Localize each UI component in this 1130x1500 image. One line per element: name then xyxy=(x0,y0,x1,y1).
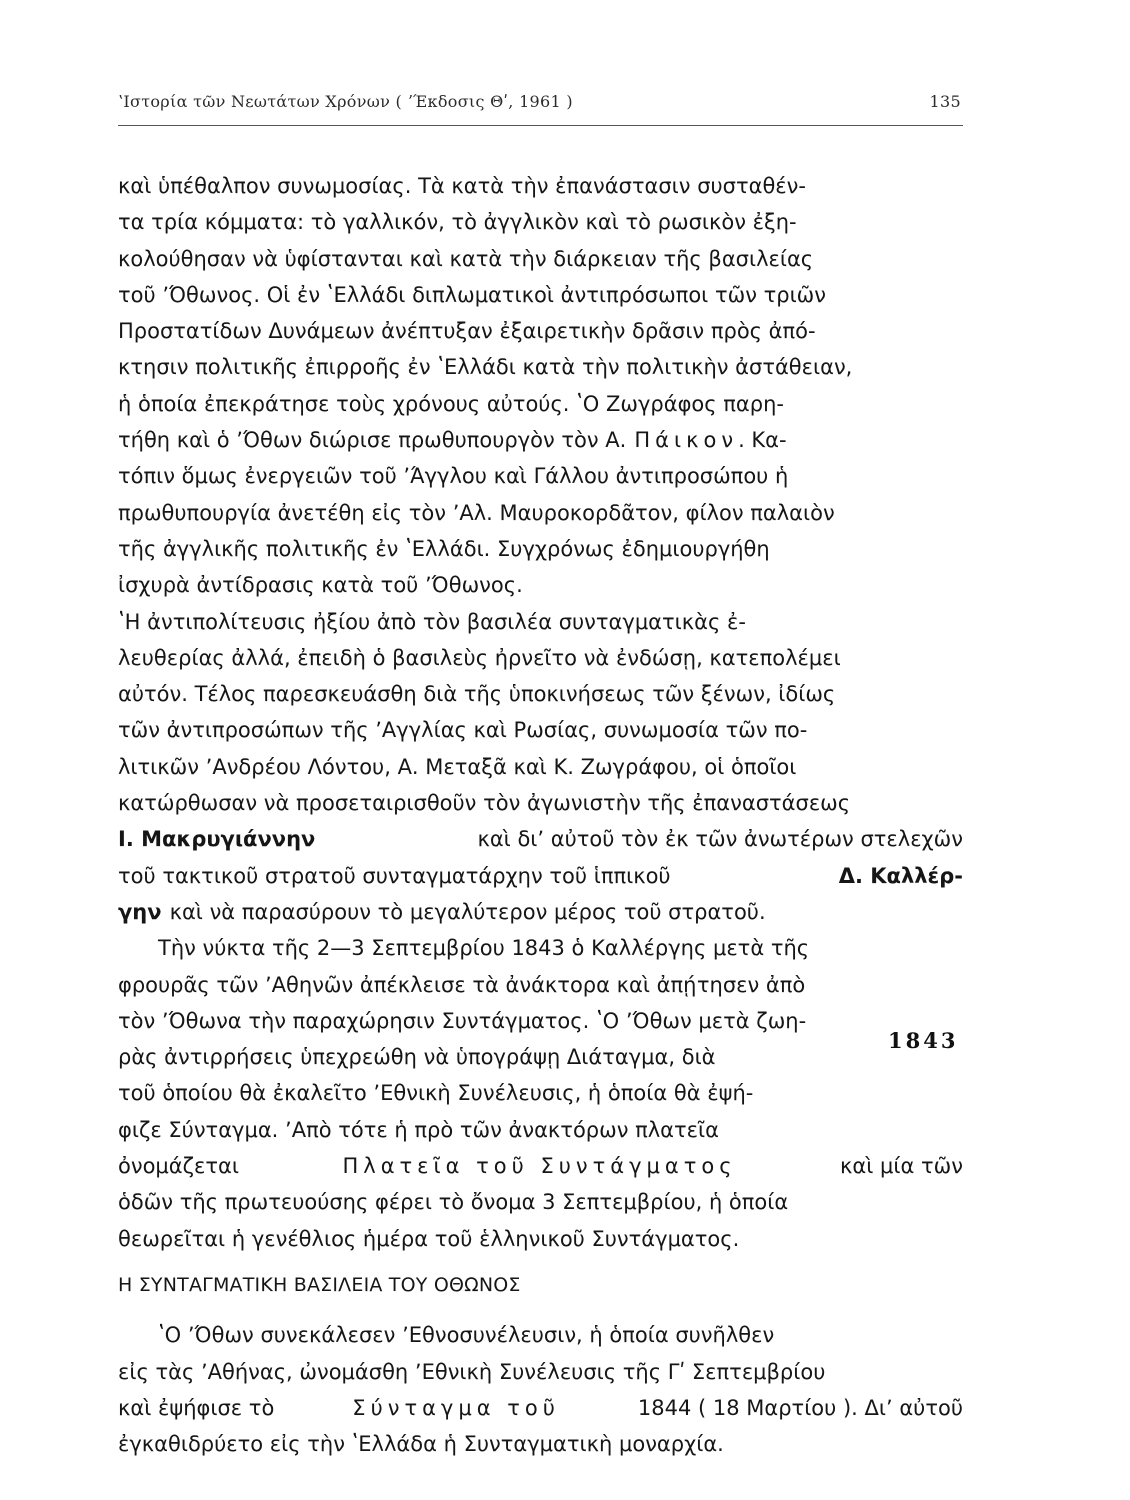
running-header xyxy=(118,88,963,116)
text-line xyxy=(118,1184,963,1220)
text-line xyxy=(118,821,963,857)
text-line xyxy=(118,349,963,385)
text-line xyxy=(118,1039,823,1075)
text-line xyxy=(118,930,963,966)
text-line xyxy=(118,785,963,821)
margin-year-note: 1843 xyxy=(888,1028,959,1053)
text-line xyxy=(118,1148,963,1184)
text: θεωρεῖται ἡ γενέθλιος ἡμέρα τοῦ ἑλληνικοῦ Συντάγματος. xyxy=(118,1226,740,1251)
spaced-term: Σύνταγμα τοῦ xyxy=(352,1395,560,1420)
text: καὶ νὰ παρασύρουν τὸ μεγαλύτερον μέρος τοῦ στρατοῦ. xyxy=(169,899,766,924)
paragraph-1 xyxy=(118,168,963,604)
text-line xyxy=(118,1317,963,1353)
text: τοῦ τακτικοῦ στρατοῦ συνταγματάρχην τοῦ ἱππικοῦ xyxy=(118,863,671,888)
text: ἰσχυρὰ ἀντίδρασις κατὰ τοῦ ʼΌθωνος. xyxy=(118,573,523,598)
spaced-name: Πάικον xyxy=(634,428,739,453)
bold-name: γην xyxy=(118,899,162,924)
text: κολούθησαν νὰ ὑφίστανται καὶ κατὰ τὴν διάρκειαν τῆς βασιλείας xyxy=(118,246,814,271)
text: ἡ ὁποία ἐπεκράτησε τοὺς χρόνους αὐτούς. ʽΟ Ζωγράφος παρη- xyxy=(118,391,784,416)
text-line xyxy=(118,241,963,277)
text-line xyxy=(118,640,963,676)
text: λιτικῶν ʼΑνδρέου Λόντου, Α. Μεταξᾶ καὶ Κ. Ζωγράφου, οἱ ὁποῖοι xyxy=(118,754,797,779)
text: καὶ μία τῶν xyxy=(840,1154,963,1179)
text: τα τρία κόμματα: τὸ γαλλικόν, τὸ ἀγγλικὸν καὶ τὸ ρωσικὸν ἐξη- xyxy=(118,210,797,235)
text: ʽΟ ʼΌθων συνεκάλεσεν ʼΕθνοσυνέλευσιν, ἡ ὁποία συνῆλθεν xyxy=(158,1323,775,1348)
spaced-term: Πλατεῖα τοῦ Συντάγματος xyxy=(342,1154,737,1179)
text-line xyxy=(118,967,963,1003)
bold-name: Δ. Καλλέρ- xyxy=(838,863,963,888)
text-line xyxy=(118,313,963,349)
text: καὶ διʼ αὐτοῦ τὸν ἐκ τῶν ἀνωτέρων στελεχῶν xyxy=(477,827,963,852)
text-line xyxy=(118,1003,963,1039)
text-line xyxy=(118,495,963,531)
text-line xyxy=(118,458,963,494)
text-line xyxy=(118,1112,853,1148)
text: 1844 ( 18 Μαρτίου ). Διʼ αὐτοῦ xyxy=(637,1395,963,1420)
paragraph-2 xyxy=(118,604,963,931)
text: ἐγκαθιδρύετο εἰς τὴν ʽΕλλάδα ἡ Συνταγματικὴ μοναρχία. xyxy=(118,1432,724,1457)
text: τοῦ ὁποίου θὰ ἐκαλεῖτο ʼΕθνικὴ Συνέλευσις, ἡ ὁποία θὰ ἐψή- xyxy=(118,1081,754,1106)
text-line xyxy=(118,712,963,748)
text: . Κα- xyxy=(738,428,787,453)
text: ὁδῶν τῆς πρωτευούσης φέρει τὸ ὄνομα 3 Σεπτεμβρίου, ἡ ὁποία xyxy=(118,1190,789,1215)
text-line xyxy=(118,749,963,785)
text: φιζε Σύνταγμα. ʼΑπὸ τότε ἡ πρὸ τῶν ἀνακτόρων πλατεῖα xyxy=(118,1117,719,1142)
text-line xyxy=(118,1354,963,1390)
section-heading xyxy=(118,1267,963,1303)
text: τοῦ ʼΌθωνος. Οἱ ἐν ʽΕλλάδι διπλωματικοὶ ἀντιπρόσωποι τῶν τριῶν xyxy=(118,282,826,307)
text: ὀνομάζεται xyxy=(118,1154,239,1179)
text-line xyxy=(118,858,963,894)
text: κατώρθωσαν νὰ προσεταιρισθοῦν τὸν ἀγωνιστὴν τῆς ἐπαναστάσεως xyxy=(118,791,851,816)
text: τήθη καὶ ὁ ʼΌθων διώρισε πρωθυπουργὸν τὸν Α. xyxy=(118,428,627,453)
text-line xyxy=(118,1390,963,1426)
text-line xyxy=(118,676,963,712)
text-line xyxy=(118,1221,963,1257)
text: τῶν ἀντιπροσώπων τῆς ʼΑγγλίας καὶ Ρωσίας, συνωμοσία τῶν πο- xyxy=(118,718,808,743)
bold-name: Ι. Μακρυγιάννην xyxy=(118,827,316,852)
text-line xyxy=(118,422,963,458)
text: κτησιν πολιτικῆς ἐπιρροῆς ἐν ʽΕλλάδι κατὰ τὴν πολιτικὴν ἀστάθειαν, xyxy=(118,355,853,380)
text: ρὰς ἀντιρρήσεις ὑπεχρεώθη νὰ ὑπογράψῃ Διάταγμα, διὰ xyxy=(118,1045,716,1070)
text-line xyxy=(118,531,963,567)
text: τόπιν ὅμως ἐνεργειῶν τοῦ ʼΆγγλου καὶ Γάλλου ἀντιπροσώπου ἡ xyxy=(118,464,789,489)
text-line xyxy=(118,567,963,603)
text: καὶ ὑπέθαλπον συνωμοσίας. Τὰ κατὰ τὴν ἐπανάστασιν συσταθέν- xyxy=(118,174,806,198)
text-line xyxy=(118,277,963,313)
text-line xyxy=(118,604,963,640)
text: καὶ ἐψήφισε τὸ xyxy=(118,1395,275,1420)
header-title: ʽΙστορία τῶν Νεωτάτων Χρόνων ( ʼΈκδοσις Θʹ, 1961 ) xyxy=(118,92,573,111)
text: πρωθυπουργία ἀνετέθη εἰς τὸν ʼΑλ. Μαυροκορδᾶτον, φίλον παλαιὸν xyxy=(118,500,835,525)
text-line xyxy=(118,204,963,240)
text: λευθερίας ἀλλά, ἐπειδὴ ὁ βασιλεὺς ἠρνεῖτο νὰ ἐνδώσῃ, κατεπολέμει xyxy=(118,645,841,670)
header-rule xyxy=(118,125,963,126)
text: Προστατίδων Δυνάμεων ἀνέπτυξαν ἐξαιρετικὴν δρᾶσιν πρὸς ἀπό- xyxy=(118,319,816,344)
text-line xyxy=(118,1075,853,1111)
page-number: 135 xyxy=(929,92,961,111)
text-line xyxy=(118,386,963,422)
paragraph-4 xyxy=(118,1317,963,1462)
text: εἰς τὰς ʼΑθήνας, ὠνομάσθη ʼΕθνικὴ Συνέλευσις τῆς Γʹ Σεπτεμβρίου xyxy=(118,1359,826,1384)
page-body xyxy=(118,168,963,1462)
text: φρουρᾶς τῶν ʼΑθηνῶν ἀπέκλεισε τὰ ἀνάκτορα καὶ ἀπῄτησεν ἀπὸ xyxy=(118,972,806,997)
text: τὸν ʼΌθωνα τὴν παραχώρησιν Συντάγματος. ʽΟ ʼΌθων μετὰ ζωη- xyxy=(118,1008,807,1033)
text: αὐτόν. Τέλος παρεσκευάσθη διὰ τῆς ὑποκινήσεως τῶν ξένων, ἰδίως xyxy=(118,682,836,707)
text: τῆς ἀγγλικῆς πολιτικῆς ἐν ʽΕλλάδι. Συγχρόνως ἐδημιουργήθη xyxy=(118,536,770,561)
heading-text: Η ΣΥΝΤΑΓΜΑΤΙΚΗ ΒΑΣΙΛΕΙΑ ΤΟΥ ΟΘΩΝΟΣ xyxy=(118,1273,521,1296)
text-line xyxy=(118,168,963,204)
text-line xyxy=(118,1426,963,1462)
text: ʽΗ ἀντιπολίτευσις ἠξίου ἀπὸ τὸν βασιλέα συνταγματικὰς ἐ- xyxy=(118,609,746,634)
text-line xyxy=(118,894,963,930)
paragraph-3 xyxy=(118,930,963,1257)
text: Τὴν νύκτα τῆς 2—3 Σεπτεμβρίου 1843 ὁ Καλλέργης μετὰ τῆς xyxy=(158,936,810,961)
book-page xyxy=(118,88,963,1457)
